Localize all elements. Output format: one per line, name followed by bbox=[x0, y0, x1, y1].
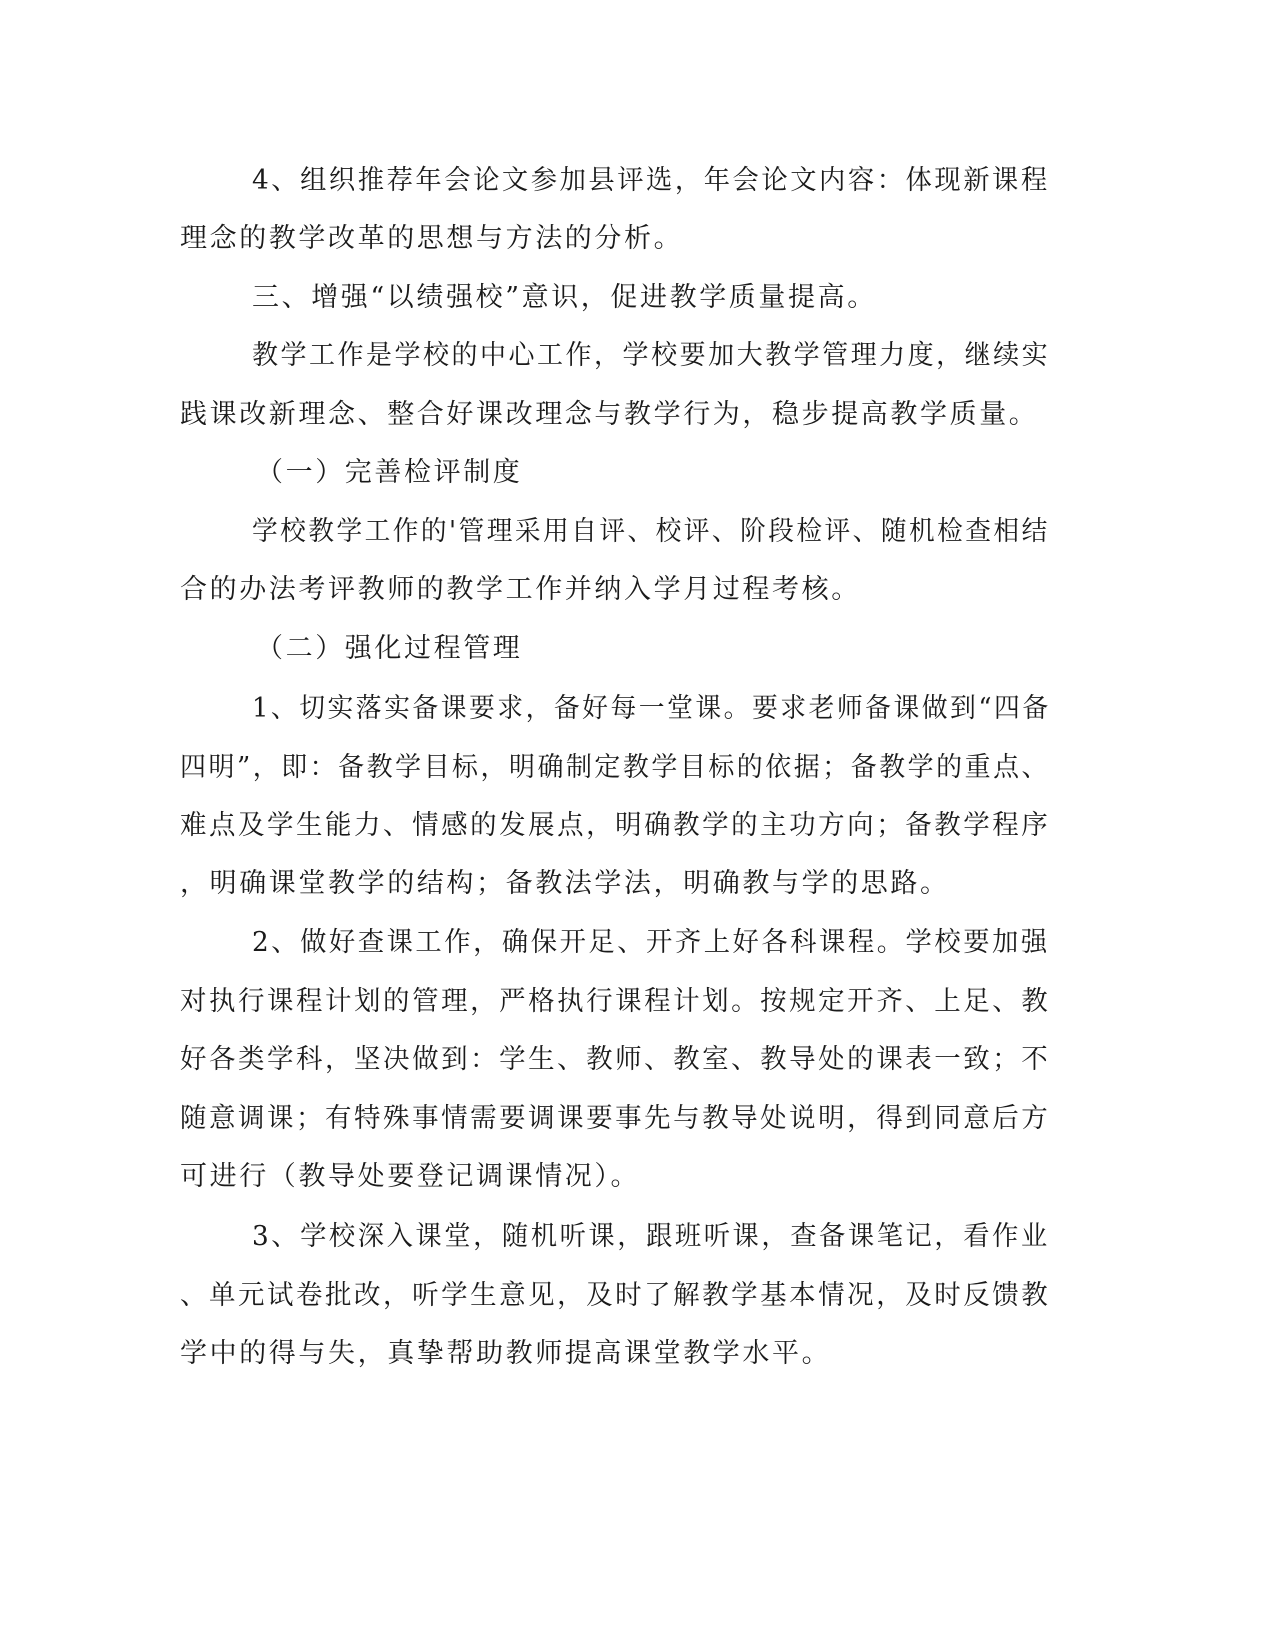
text-line: 2、做好查课工作，确保开足、开齐上好各科课程。学校要加强 bbox=[252, 927, 1050, 958]
text-line: 、单元试卷批改，听学生意见，及时了解教学基本情况，及时反馈教 bbox=[180, 1280, 1051, 1311]
text-line: 教学工作是学校的中心工作，学校要加大教学管理力度，继续实 bbox=[252, 340, 1051, 371]
text-line: 合的办法考评教师的教学工作并纳入学月过程考核。 bbox=[180, 574, 861, 605]
text-line: 学中的得与失，真挚帮助教师提高课堂教学水平。 bbox=[180, 1338, 832, 1369]
text-line: ，明确课堂教学的结构；备教法学法，明确教与学的思路。 bbox=[180, 868, 950, 899]
text-line: 4、组织推荐年会论文参加县评选，年会论文内容：体现新课程 bbox=[252, 165, 1050, 196]
section-heading: 三、增强“以绩强校”意识，促进教学质量提高。 bbox=[252, 282, 877, 313]
text-line: 难点及学生能力、情感的发展点，明确教学的主功方向；备教学程序 bbox=[180, 810, 1051, 841]
subsection-heading: （二）强化过程管理 bbox=[256, 633, 523, 664]
text-line: 1、切实落实备课要求，备好每一堂课。要求老师备课做到“四备 bbox=[252, 693, 1051, 724]
text-line: 随意调课；有特殊事情需要调课要事先与教导处说明，得到同意后方 bbox=[180, 1103, 1051, 1134]
text-line: 好各类学科，坚决做到：学生、教师、教室、教导处的课表一致；不 bbox=[180, 1044, 1051, 1075]
text-line: 对执行课程计划的管理，严格执行课程计划。按规定开齐、上足、教 bbox=[180, 986, 1051, 1017]
text-line: 四明”，即：备教学目标，明确制定教学目标的依据；备教学的重点、 bbox=[180, 752, 1051, 783]
text-line: 3、学校深入课堂，随机听课，跟班听课，查备课笔记，看作业 bbox=[252, 1221, 1050, 1252]
text-line: 理念的教学改革的思想与方法的分析。 bbox=[180, 223, 684, 254]
subsection-heading: （一）完善检评制度 bbox=[256, 457, 523, 488]
text-line: 学校教学工作的'管理采用自评、校评、阶段检评、随机检查相结 bbox=[252, 516, 1050, 547]
text-line: 践课改新理念、整合好课改理念与教学行为，稳步提高教学质量。 bbox=[180, 399, 1039, 430]
text-line: 可进行（教导处要登记调课情况）。 bbox=[180, 1161, 641, 1192]
